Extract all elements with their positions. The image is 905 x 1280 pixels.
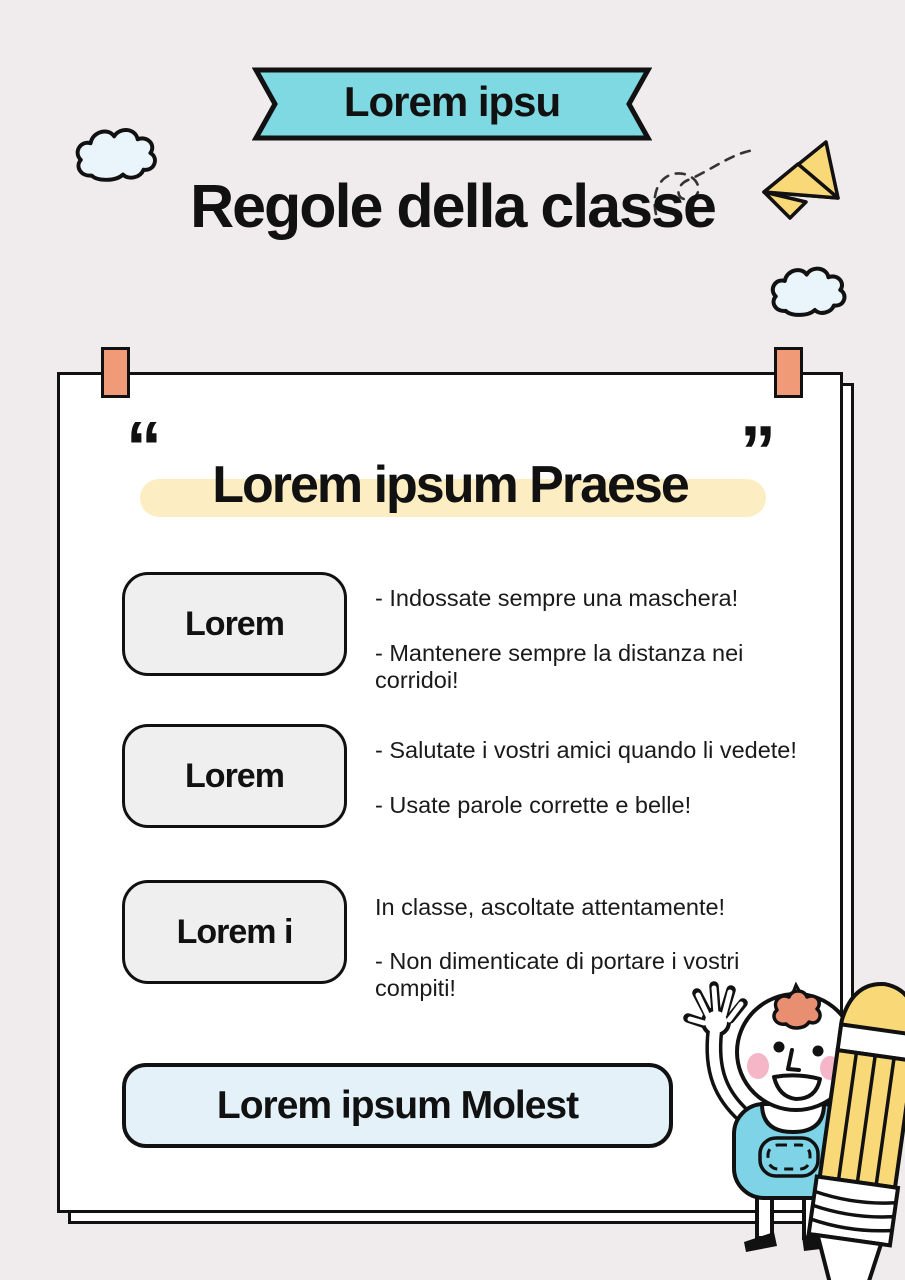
rule-text: - Mantenere sempre la distanza nei corridoi! [375, 640, 744, 694]
cloud-icon [766, 260, 860, 320]
rule-text: - Usate parole corrette e belle! [375, 792, 692, 818]
rule-box-1-label: Lorem [185, 604, 284, 643]
footer-banner-label: Lorem ipsum Molest [216, 1083, 579, 1127]
rule-box-2-label: Lorem [185, 756, 284, 795]
rule-box-1 [122, 572, 347, 676]
rule-box-2 [122, 724, 347, 828]
ribbon-label: Lorem ipsu [343, 78, 561, 125]
rule-box-3 [122, 880, 347, 984]
tape-left [101, 347, 130, 398]
rule-text: - Salutate i vostri amici quando li vedete! [375, 737, 797, 763]
quote-open: “ [126, 408, 162, 488]
tape-right [774, 347, 803, 398]
card-heading: Lorem ipsum Praese [212, 456, 688, 514]
waving-kid-with-pencil-icon [640, 980, 905, 1280]
rule-text: - Indossate sempre una maschera! [375, 585, 739, 611]
footer-banner [122, 1063, 673, 1148]
rule-box-3-label: Lorem i [176, 912, 293, 951]
page-title: Regole della classe [190, 172, 715, 240]
quote-close: ” [740, 412, 776, 492]
rule-text: - Non dimenticate di portare i vostri compiti! [375, 948, 740, 1002]
rule-text: In classe, ascoltate attentamente! [375, 894, 726, 920]
